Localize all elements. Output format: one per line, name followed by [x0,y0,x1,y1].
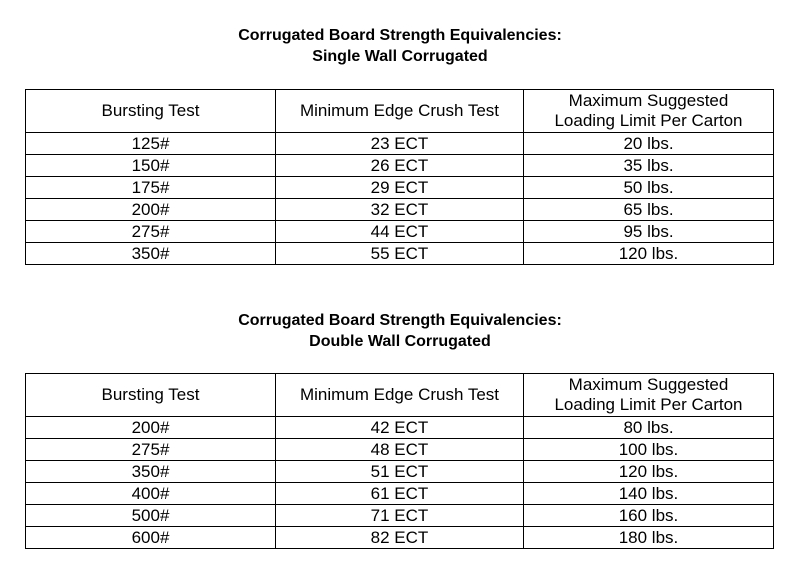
edge-crush-cell: 32 ECT [276,199,524,221]
bursting-test-cell: 600# [26,527,276,549]
edge-crush-cell: 48 ECT [276,439,524,461]
double-wall-title [0,310,800,352]
edge-crush-cell: 71 ECT [276,505,524,527]
table-row [26,243,774,265]
loading-limit-cell: 80 lbs. [524,417,774,439]
table-row [26,221,774,243]
table-row [26,199,774,221]
bursting-test-cell: 500# [26,505,276,527]
single-wall-title-line1: Corrugated Board Strength Equivalencies: [238,27,562,44]
single-wall-table [25,89,774,265]
loading-limit-cell: 100 lbs. [524,439,774,461]
bursting-test-cell: 200# [26,417,276,439]
bursting-test-cell: 400# [26,483,276,505]
header-loading-limit-line2: Loading Limit Per Carton [554,111,743,130]
double-wall-table [25,373,774,549]
edge-crush-cell: 82 ECT [276,527,524,549]
table-header-row [26,374,774,417]
bursting-test-cell: 175# [26,177,276,199]
bursting-test-cell: 350# [26,243,276,265]
header-bursting-test: Bursting Test [26,90,276,133]
bursting-test-cell: 275# [26,439,276,461]
edge-crush-cell: 29 ECT [276,177,524,199]
header-loading-limit [524,90,774,133]
table-row [26,505,774,527]
bursting-test-cell: 275# [26,221,276,243]
double-wall-title-line2: Double Wall Corrugated [309,333,491,350]
table-row [26,439,774,461]
table-row [26,527,774,549]
header-edge-crush-test: Minimum Edge Crush Test [276,90,524,133]
table-row [26,483,774,505]
header-loading-limit-line2: Loading Limit Per Carton [554,395,743,414]
bursting-test-cell: 200# [26,199,276,221]
loading-limit-cell: 95 lbs. [524,221,774,243]
header-loading-limit [524,374,774,417]
edge-crush-cell: 42 ECT [276,417,524,439]
bursting-test-cell: 125# [26,133,276,155]
edge-crush-cell: 26 ECT [276,155,524,177]
loading-limit-cell: 65 lbs. [524,199,774,221]
header-loading-limit-line1: Maximum Suggested [568,375,729,394]
loading-limit-cell: 120 lbs. [524,243,774,265]
loading-limit-cell: 180 lbs. [524,527,774,549]
table-header-row [26,90,774,133]
edge-crush-cell: 44 ECT [276,221,524,243]
table-row [26,461,774,483]
loading-limit-cell: 120 lbs. [524,461,774,483]
bursting-test-cell: 150# [26,155,276,177]
table-row [26,133,774,155]
edge-crush-cell: 23 ECT [276,133,524,155]
single-wall-title-line2: Single Wall Corrugated [312,48,488,65]
double-wall-title-line1: Corrugated Board Strength Equivalencies: [238,312,562,329]
bursting-test-cell: 350# [26,461,276,483]
header-loading-limit-line1: Maximum Suggested [568,91,729,110]
single-wall-title [0,25,800,67]
loading-limit-cell: 160 lbs. [524,505,774,527]
loading-limit-cell: 140 lbs. [524,483,774,505]
loading-limit-cell: 35 lbs. [524,155,774,177]
table-row [26,155,774,177]
header-edge-crush-test: Minimum Edge Crush Test [276,374,524,417]
header-bursting-test: Bursting Test [26,374,276,417]
edge-crush-cell: 55 ECT [276,243,524,265]
table-row [26,177,774,199]
edge-crush-cell: 51 ECT [276,461,524,483]
table-row [26,417,774,439]
loading-limit-cell: 50 lbs. [524,177,774,199]
loading-limit-cell: 20 lbs. [524,133,774,155]
edge-crush-cell: 61 ECT [276,483,524,505]
